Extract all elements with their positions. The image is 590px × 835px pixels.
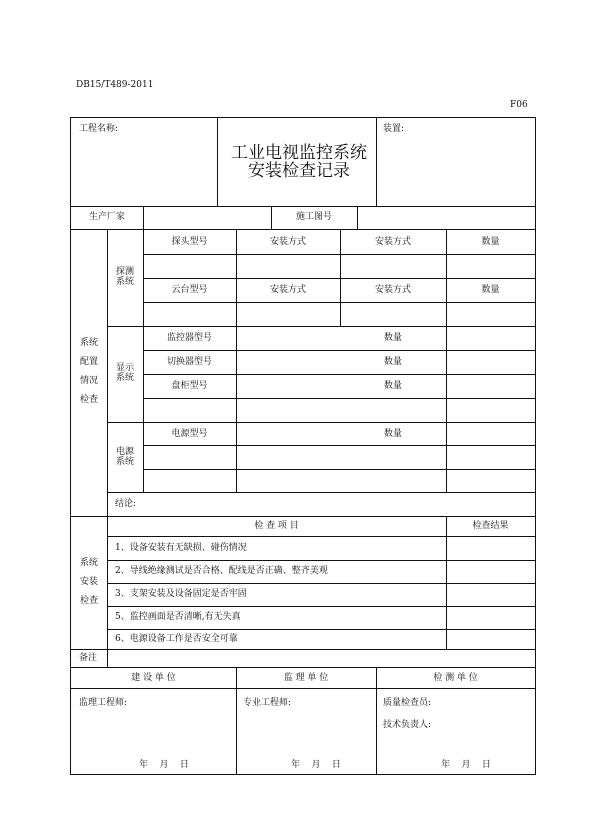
probe-qty-label: 数量 (481, 236, 500, 247)
probe-mount-label-2: 安装方式 (374, 236, 411, 247)
vrule-section (107, 229, 108, 649)
rule-item-4 (107, 629, 535, 630)
power-model-label: 电源型号 (171, 428, 208, 439)
cabinet-model-label: 盘柜型号 (171, 380, 208, 391)
vrule-result (446, 516, 447, 650)
date-supervision: 年 月 日 (291, 760, 341, 770)
check-item-2: 2、导线绝缘测试是否合格、配线是否正确、整齐美观 (115, 566, 328, 576)
title-line-2: 安装检查记录 (248, 161, 350, 181)
items-header: 检 查 项 目 (254, 520, 299, 531)
vrule-col-2 (236, 229, 237, 493)
probe-model-label: 探头型号 (171, 236, 208, 247)
rule-probe-r1 (143, 254, 535, 255)
vrule-col-4 (446, 229, 447, 493)
drawing-no-label: 施工图号 (295, 212, 332, 222)
ptz-qty-label: 数量 (481, 284, 500, 295)
rule-item-1 (107, 560, 535, 561)
check-item-5: 6、电源设备工作是否安全可靠 (115, 634, 238, 644)
date-testing: 年 月 日 (441, 760, 491, 770)
power-system-label: 电源 系统 (115, 447, 134, 467)
testing-unit: 检 测 单 位 (433, 672, 478, 683)
rule-disp-r3 (143, 398, 535, 399)
probe-system-label: 探测 系统 (115, 267, 134, 287)
technical-lead-label: 技术负责人: (383, 720, 432, 730)
vrule-remarks (107, 649, 108, 668)
device-label: 装置: (383, 124, 405, 134)
vrule-title-left (217, 118, 218, 206)
probe-mount-label-1: 安装方式 (269, 236, 306, 247)
remarks-label: 备注 (79, 653, 98, 663)
project-name-label: 工程名称: (79, 124, 119, 134)
specialist-engineer-label: 专业工程师: (243, 698, 292, 708)
form-title (221, 144, 377, 180)
cabinet-qty-label: 数量 (383, 380, 402, 391)
result-header: 检查结果 (472, 520, 509, 531)
supervising-engineer-label: 监理工程师: (79, 698, 128, 708)
date-construction: 年 月 日 (139, 760, 189, 770)
check-item-3: 3、支架安装及设备固定是否牢固 (115, 589, 247, 599)
rule-units (71, 688, 535, 689)
switcher-qty-label: 数量 (383, 356, 402, 367)
ptz-mount-label-1: 安装方式 (269, 284, 306, 295)
construction-unit: 建 设 单 位 (131, 672, 176, 683)
standard-code: DB15/T489-2011 (76, 80, 154, 90)
title-line-1: 工业电视监控系统 (231, 143, 367, 163)
quality-inspector-label: 质量检查员: (383, 698, 432, 708)
conclusion-label: 结论: (115, 499, 137, 509)
monitor-model-label: 监控器型号 (166, 332, 212, 343)
rule-install-end (71, 649, 535, 650)
vrule-maker-3 (357, 206, 358, 230)
rule-power-end (107, 492, 535, 493)
check-item-1: 1、设备安装有无缺损、碰伤情况 (115, 543, 247, 553)
display-system-label: 显示 系统 (115, 363, 134, 383)
monitor-qty-label: 数量 (383, 332, 402, 343)
vrule-maker-1 (143, 206, 144, 230)
supervision-unit: 监 理 单 位 (283, 672, 329, 683)
rule-item-3 (107, 606, 535, 607)
install-section-label: 系统 安装 检查 (79, 558, 98, 606)
rule-items-header (107, 536, 535, 537)
rule-power-r2 (143, 469, 535, 470)
rule-probe-r3 (143, 302, 535, 303)
check-item-4: 5、监控画面是否清晰,有无失真 (115, 612, 241, 622)
switcher-model-label: 切换器型号 (166, 356, 212, 367)
form-code: F06 (510, 100, 528, 110)
ptz-model-label: 云台型号 (171, 284, 208, 295)
rule-item-2 (107, 583, 535, 584)
ptz-mount-label-2: 安装方式 (374, 284, 411, 295)
power-qty-label: 数量 (383, 428, 402, 439)
inspection-form (70, 117, 536, 775)
config-section-label: 系统 配置 情况 检查 (79, 338, 98, 405)
manufacturer-label: 生产厂家 (88, 212, 125, 222)
